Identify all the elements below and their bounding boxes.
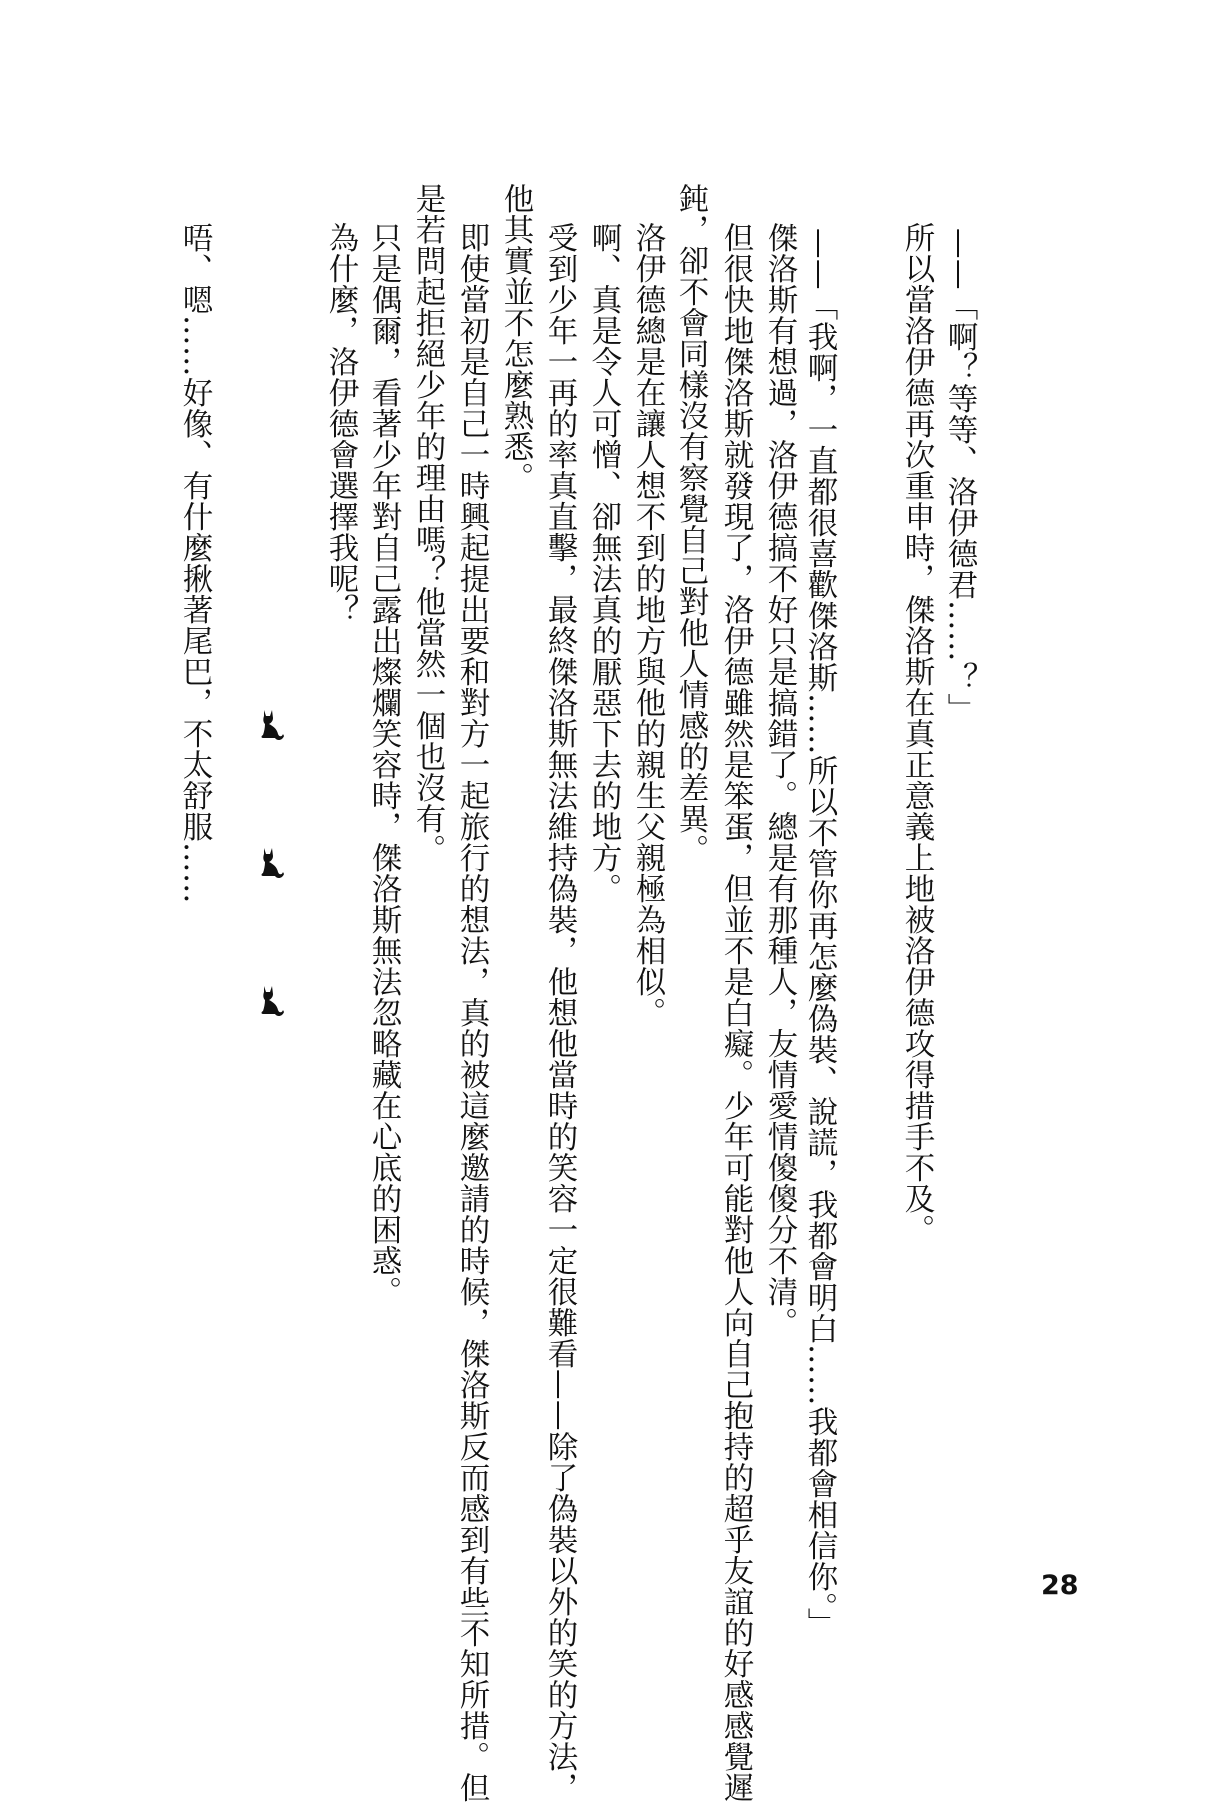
text-line-11: 即使當初是自己一時興起提出要和對方一起旅行的想法，真的被這麼邀請的時候，傑洛斯反而感到有些不知所措。但 [454,222,489,1803]
text-line-8: 啊、真是令人可憎、卻無法真的厭惡下去的地方。 [586,222,621,904]
text-line-14: 為什麼，洛伊德會選擇我呢？ [323,222,358,625]
text-line-3: ——「我啊，一直都很喜歡傑洛斯……所以不管你再怎麼偽裝、說謊，我都會明白……我都會相信你。」 [802,228,837,1639]
text-line-6: 鈍，卻不會同樣沒有察覺自己對他人情感的差異。 [673,183,708,865]
black-cat-icon [258,708,284,742]
text-line-5: 但很快地傑洛斯就發現了，洛伊德雖然是笨蛋，但並不是白癡。少年可能對他人向自己抱持的超乎友誼的好感感覺遲 [718,222,753,1803]
text-line-15: 唔、嗯……好像、有什麼揪著尾巴，不太舒服…… [177,222,212,904]
text-line-10: 他其實並不怎麼熟悉。 [498,183,533,493]
page-number: 28 [1041,1570,1079,1601]
text-line-9: 受到少年一再的率真直擊，最終傑洛斯無法維持偽裝，他想他當時的笑容一定很難看——除了偽裝以外的笑的方法， [542,222,577,1803]
text-line-12: 是若問起拒絕少年的理由嗎？他當然一個也沒有。 [410,183,445,865]
text-line-4: 傑洛斯有想過，洛伊德搞不好只是搞錯了。總是有那種人，友情愛情傻傻分不清。 [762,222,797,1338]
text-line-2: 所以當洛伊德再次重申時，傑洛斯在真正意義上地被洛伊德攻得措手不及。 [899,222,934,1245]
text-line-1: ——「啊？等等、洛伊德君……？」 [942,228,977,724]
text-line-13: 只是偶爾，看著少年對自己露出燦爛笑容時，傑洛斯無法忽略藏在心底的困惑。 [366,222,401,1307]
black-cat-icon [258,984,284,1018]
black-cat-icon [258,846,284,880]
text-line-7: 洛伊德總是在讓人想不到的地方與他的親生父親極為相似。 [630,222,665,1028]
